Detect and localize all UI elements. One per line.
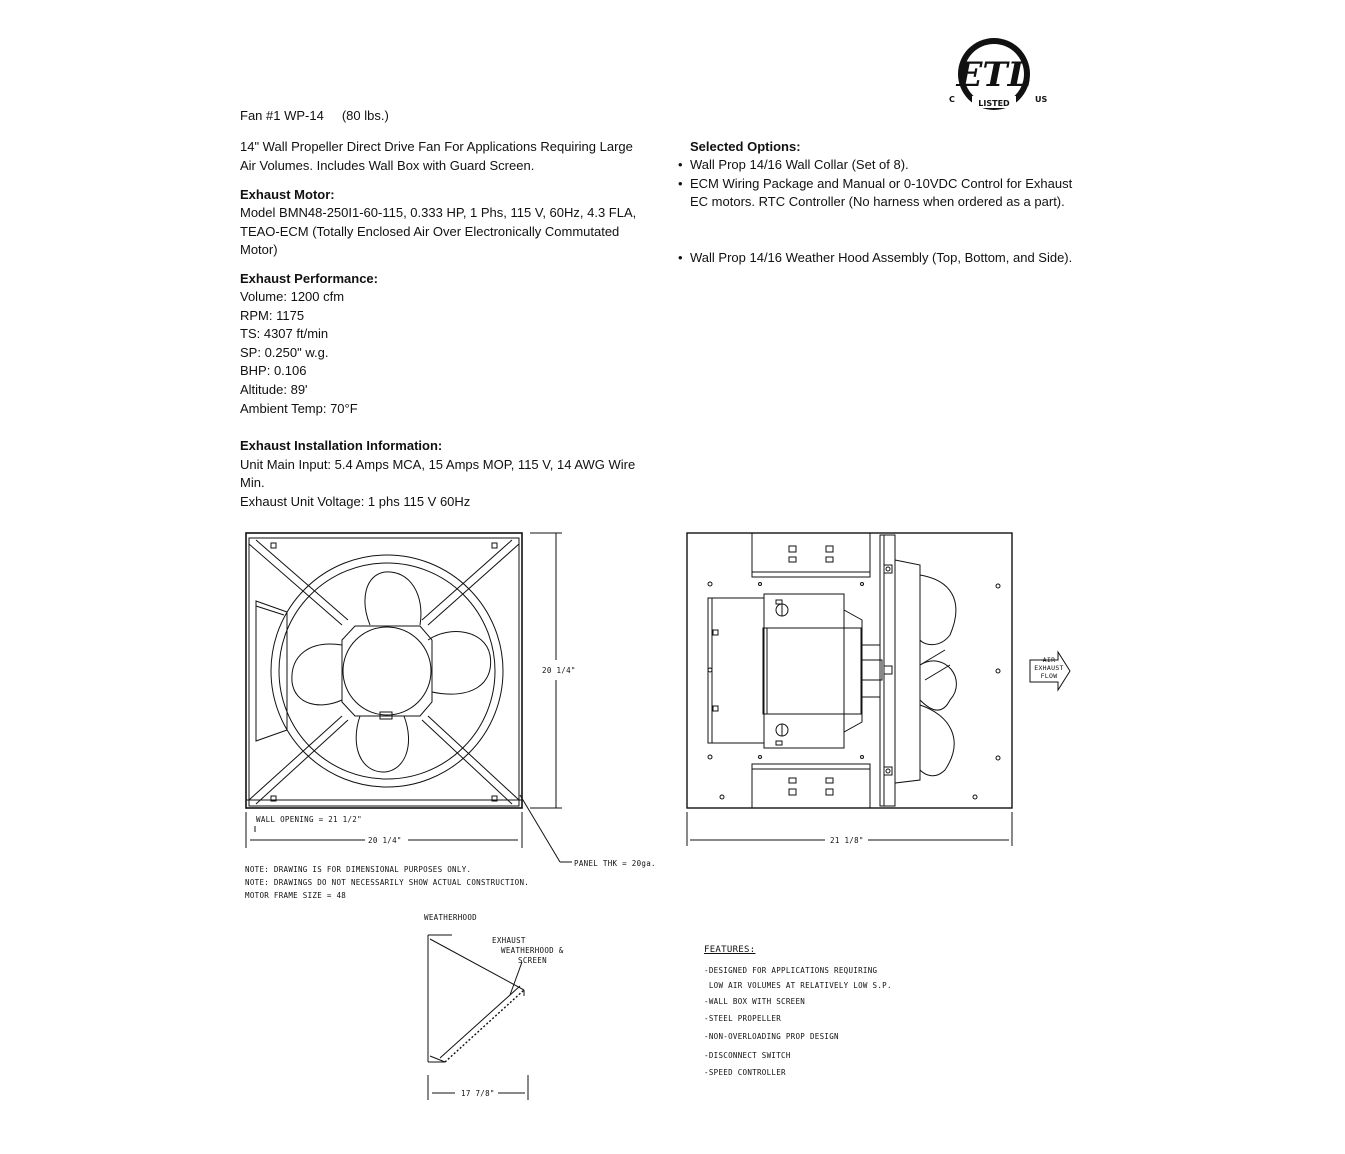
exhaust-performance-heading: Exhaust Performance:: [240, 271, 378, 286]
features-heading: FEATURES:: [704, 945, 756, 955]
option-item: • Wall Prop 14/16 Weather Hood Assembly (Top, Bottom, and Side).: [690, 249, 1072, 268]
feature-item: -WALL BOX WITH SCREEN: [704, 997, 806, 1006]
option-item: • ECM Wiring Package and Manual or 0-10VDC Control for Exhaust: [690, 175, 1072, 194]
wall-opening-label: WALL OPENING = 21 1/2": [256, 815, 362, 824]
performance-item: SP: 0.250" w.g.: [240, 345, 329, 360]
performance-item: BHP: 0.106: [240, 363, 307, 378]
feature-item: -STEEL PROPELLER: [704, 1014, 782, 1023]
performance-item: Volume: 1200 cfm: [240, 289, 345, 304]
feature-item: -DESIGNED FOR APPLICATIONS REQUIRING: [704, 966, 878, 975]
installation-line: Exhaust Unit Voltage: 1 phs 115 V 60Hz: [240, 494, 471, 509]
side-view: [687, 533, 1070, 846]
performance-item: TS: 4307 ft/min: [240, 326, 329, 341]
option-item-continuation: EC motors. RTC Controller (No harness when ordered as a part).: [690, 194, 1065, 209]
height-dimension: 20 1/4": [542, 666, 576, 675]
air-label-line: FLOW: [1040, 672, 1058, 680]
option-item: • Wall Prop 14/16 Wall Collar (Set of 8).: [690, 156, 909, 175]
air-label-line: EXHAUST: [1034, 664, 1064, 672]
performance-item: RPM: 1175: [240, 308, 305, 323]
motor-spec-line: Model BMN48-250I1-60-115, 0.333 HP, 1 Phs, 115 V, 60Hz, 4.3 FLA,: [240, 205, 637, 220]
drawing-note: NOTE: DRAWING IS FOR DIMENSIONAL PURPOSES ONLY.: [245, 865, 472, 874]
air-exhaust-flow-label: [1031, 656, 1067, 680]
svg-text:LISTED: LISTED: [978, 99, 1010, 108]
weatherhood-label-line: EXHAUST: [492, 936, 526, 945]
selected-options-heading: Selected Options:: [690, 139, 801, 154]
svg-text:US: US: [1035, 95, 1048, 104]
exhaust-motor-heading: Exhaust Motor:: [240, 187, 335, 202]
installation-line: Min.: [240, 475, 265, 490]
svg-text:ETL: ETL: [956, 55, 1032, 95]
drawing-note: MOTOR FRAME SIZE = 48: [245, 891, 347, 900]
front-width-dimension: 20 1/4": [368, 836, 402, 845]
performance-item: Altitude: 89': [240, 382, 308, 397]
svg-text:C: C: [949, 95, 955, 104]
motor-spec-line: TEAO-ECM (Totally Enclosed Air Over Electronically Commutated: [240, 224, 620, 239]
feature-item: LOW AIR VOLUMES AT RELATIVELY LOW S.P.: [704, 981, 892, 990]
performance-item: Ambient Temp: 70°F: [240, 401, 358, 416]
air-label-line: AIR: [1042, 656, 1056, 664]
weatherhood-title: WEATHERHOOD: [424, 913, 477, 922]
weatherhood-dimension: 17 7/8": [461, 1089, 495, 1098]
side-width-dimension: 21 1/8": [830, 836, 864, 845]
feature-item: -NON-OVERLOADING PROP DESIGN: [704, 1032, 839, 1041]
motor-spec-line: Motor): [240, 242, 278, 257]
feature-item: -DISCONNECT SWITCH: [704, 1051, 791, 1060]
front-view: [246, 533, 572, 862]
drawing-note: NOTE: DRAWINGS DO NOT NECESSARILY SHOW ACTUAL CONSTRUCTION.: [245, 878, 530, 887]
feature-item: -SPEED CONTROLLER: [704, 1068, 786, 1077]
installation-line: Unit Main Input: 5.4 Amps MCA, 15 Amps MOP, 115 V, 14 AWG Wire: [240, 457, 636, 472]
fan-weight: (80 lbs.): [341, 108, 389, 123]
weatherhood-label-line: SCREEN: [518, 956, 547, 965]
weatherhood-label: [492, 936, 564, 966]
weatherhood-label-line: WEATHERHOOD &: [501, 946, 564, 955]
fan-description: 14" Wall Propeller Direct Drive Fan For Applications Requiring Large Air Volumes. Includes Wall Box with Guard Screen.: [240, 139, 633, 173]
panel-thickness-label: PANEL THK = 20ga.: [574, 859, 656, 868]
fan-title: Fan #1 WP-14 (80 lbs.): [240, 108, 389, 123]
installation-heading: Exhaust Installation Information:: [240, 438, 443, 453]
